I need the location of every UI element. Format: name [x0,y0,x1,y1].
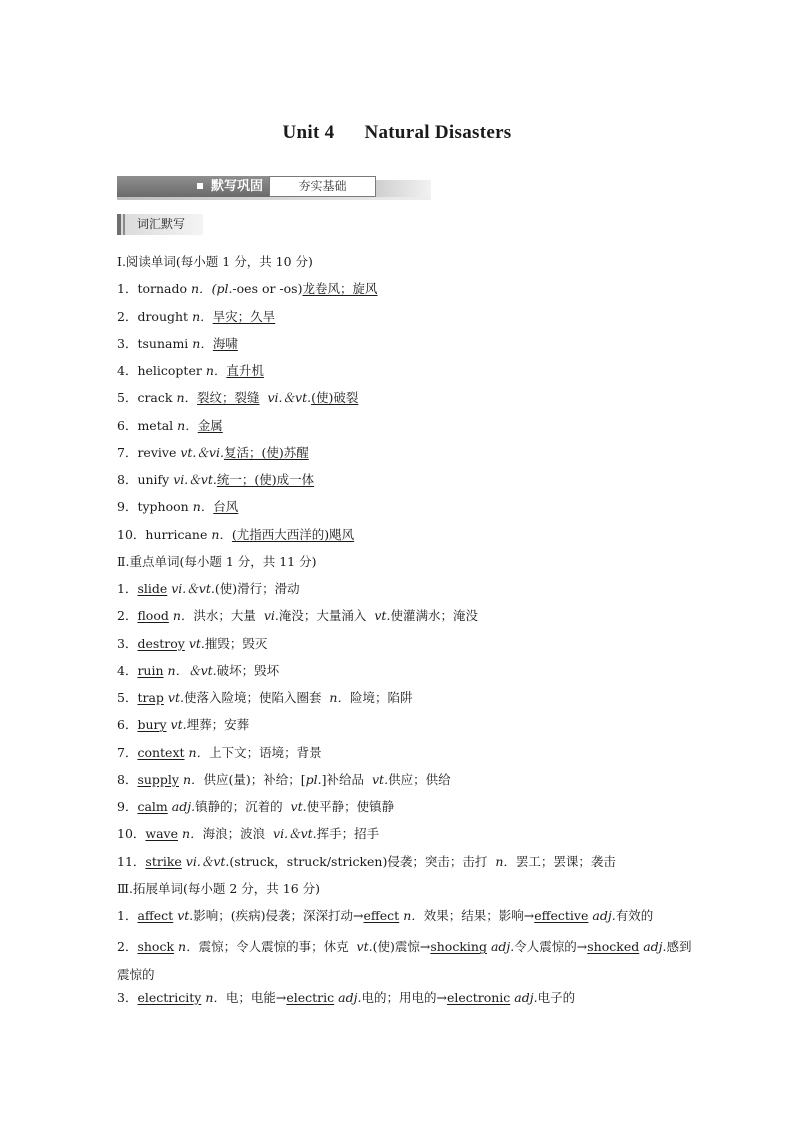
answer: 旱灾；久旱 [212,308,276,324]
section-tag [117,214,203,235]
answer: context [137,744,185,760]
part3-header: Ⅲ.拓展单词(每小题 2 分，共 16 分) [117,880,321,896]
list-item: 8．supply n．供应(量)；补给；[pl.]补给品 vt.供应；供给 [117,771,451,787]
answer: slide [137,581,168,596]
tag-bar-thin-icon [123,214,125,235]
part1-header: Ⅰ.阅读单词(每小题 1 分，共 10 分) [117,254,313,269]
answer: (尤指西大西洋的)飓风 [231,526,355,542]
section-tag-text: 词汇默写 [137,217,186,231]
list-item: 8．unify vi.＆vt.统一；(使)成一体 [117,472,315,487]
list-item: 10．wave n．海浪；波浪 vi.＆vt.挥手；招手 [117,826,380,842]
list-item: 3．destroy vt.摧毁；毁灭 [117,635,268,651]
answer: 台风 [213,499,239,515]
answer: shocked [587,939,640,955]
banner-dark-text: 默写巩固 [210,179,263,194]
answer: shock [137,939,175,955]
answer: shocking [430,939,487,955]
list-item: 3．tsunami n．海啸 [117,335,238,351]
list-item: 4．helicopter n．直升机 [117,363,264,378]
answer: 统一；(使)成一体 [216,472,315,487]
vocabulary-list [117,252,697,1015]
answer: effective [534,908,589,923]
unit-number: Unit 4 [282,122,335,143]
list-item: 9．calm adj.镇静的；沉着的 vt.使平静；使镇静 [117,799,395,814]
answer: 海啸 [212,335,238,351]
list-item: 6．metal n．金属 [117,417,223,433]
answer: 金属 [197,417,223,433]
part2-header: Ⅱ.重点单词(每小题 1 分，共 11 分) [117,553,317,569]
list-item: 5．crack n．裂纹；裂缝 vi.＆vt.(使)破裂 [117,390,359,406]
answer: 裂纹；裂缝 [197,390,260,406]
list-item: 4．ruin n．＆vt.破坏；毁坏 [117,662,280,678]
tag-bar-icon [117,214,121,235]
banner-dark-label [117,176,269,197]
answer: flood [137,608,169,624]
list-item: 1．affect vt.影响；(疾病)侵袭；深深打动→effect n．效果；结果；影响→effective adj.有效的 [117,908,654,923]
list-item: 2．drought n．旱灾；久旱 [117,308,276,324]
list-item: 3．electricity n．电；电能→electric adj.电的；用电的→electronic adj.电子的 [117,989,576,1005]
page-title [0,122,794,144]
answer: electricity [137,989,202,1005]
answer: affect [137,908,174,923]
list-item: 7．revive vt.＆vi.复活；(使)苏醒 [117,444,309,460]
answer: destroy [137,635,185,651]
banner-rule [117,197,431,200]
banner-tail [376,180,431,197]
list-item: 1．tornado n．(pl.-oes or -os)龙卷风；旋风 [117,281,378,297]
answer: strike [145,853,182,869]
answer: 龙卷风；旋风 [302,281,378,297]
list-item: 6．bury vt.埋葬；安葬 [117,717,250,733]
square-bullet-icon [197,183,203,189]
answer: calm [137,799,168,814]
list-item: 2．shock n．震惊；令人震惊的事；休克 vt.(使)震惊→shocking adj.令人震惊的→shocked adj.感到震惊的 [117,939,692,982]
list-item: 7．context n．上下文；语境；背景 [117,744,322,760]
section-banner [117,176,431,200]
answer: 直升机 [226,363,264,378]
list-item: 9．typhoon n．台风 [117,499,239,515]
answer: electronic [446,989,511,1005]
list-item: 2．flood n．洪水；大量 vi.淹没；大量涌入 vt.使灌满水；淹没 [117,608,478,624]
answer: wave [145,826,179,842]
list-item: 10．hurricane n．(尤指西大西洋的)飓风 [117,526,355,542]
banner-light-label: 夯实基础 [269,176,376,197]
list-item: 11．strike vi.＆vt.(struck，struck/stricken)侵袭；突击；击打 n．罢工；罢课；袭击 [117,853,616,869]
answer: electric [286,989,335,1005]
list-item: 5．trap vt.使落入险境；使陷入圈套 n．险境；陷阱 [117,690,413,705]
answer: (使)破裂 [311,390,359,406]
unit-name: Natural Disasters [364,122,512,143]
answer: effect [363,908,400,923]
answer: ruin [137,662,164,678]
answer: bury [137,717,167,733]
answer: supply [137,771,179,787]
list-item: 1．slide vi.＆vt.(使)滑行；滑动 [117,581,300,596]
answer: 复活；(使)苏醒 [223,444,309,460]
answer: trap [137,690,164,705]
